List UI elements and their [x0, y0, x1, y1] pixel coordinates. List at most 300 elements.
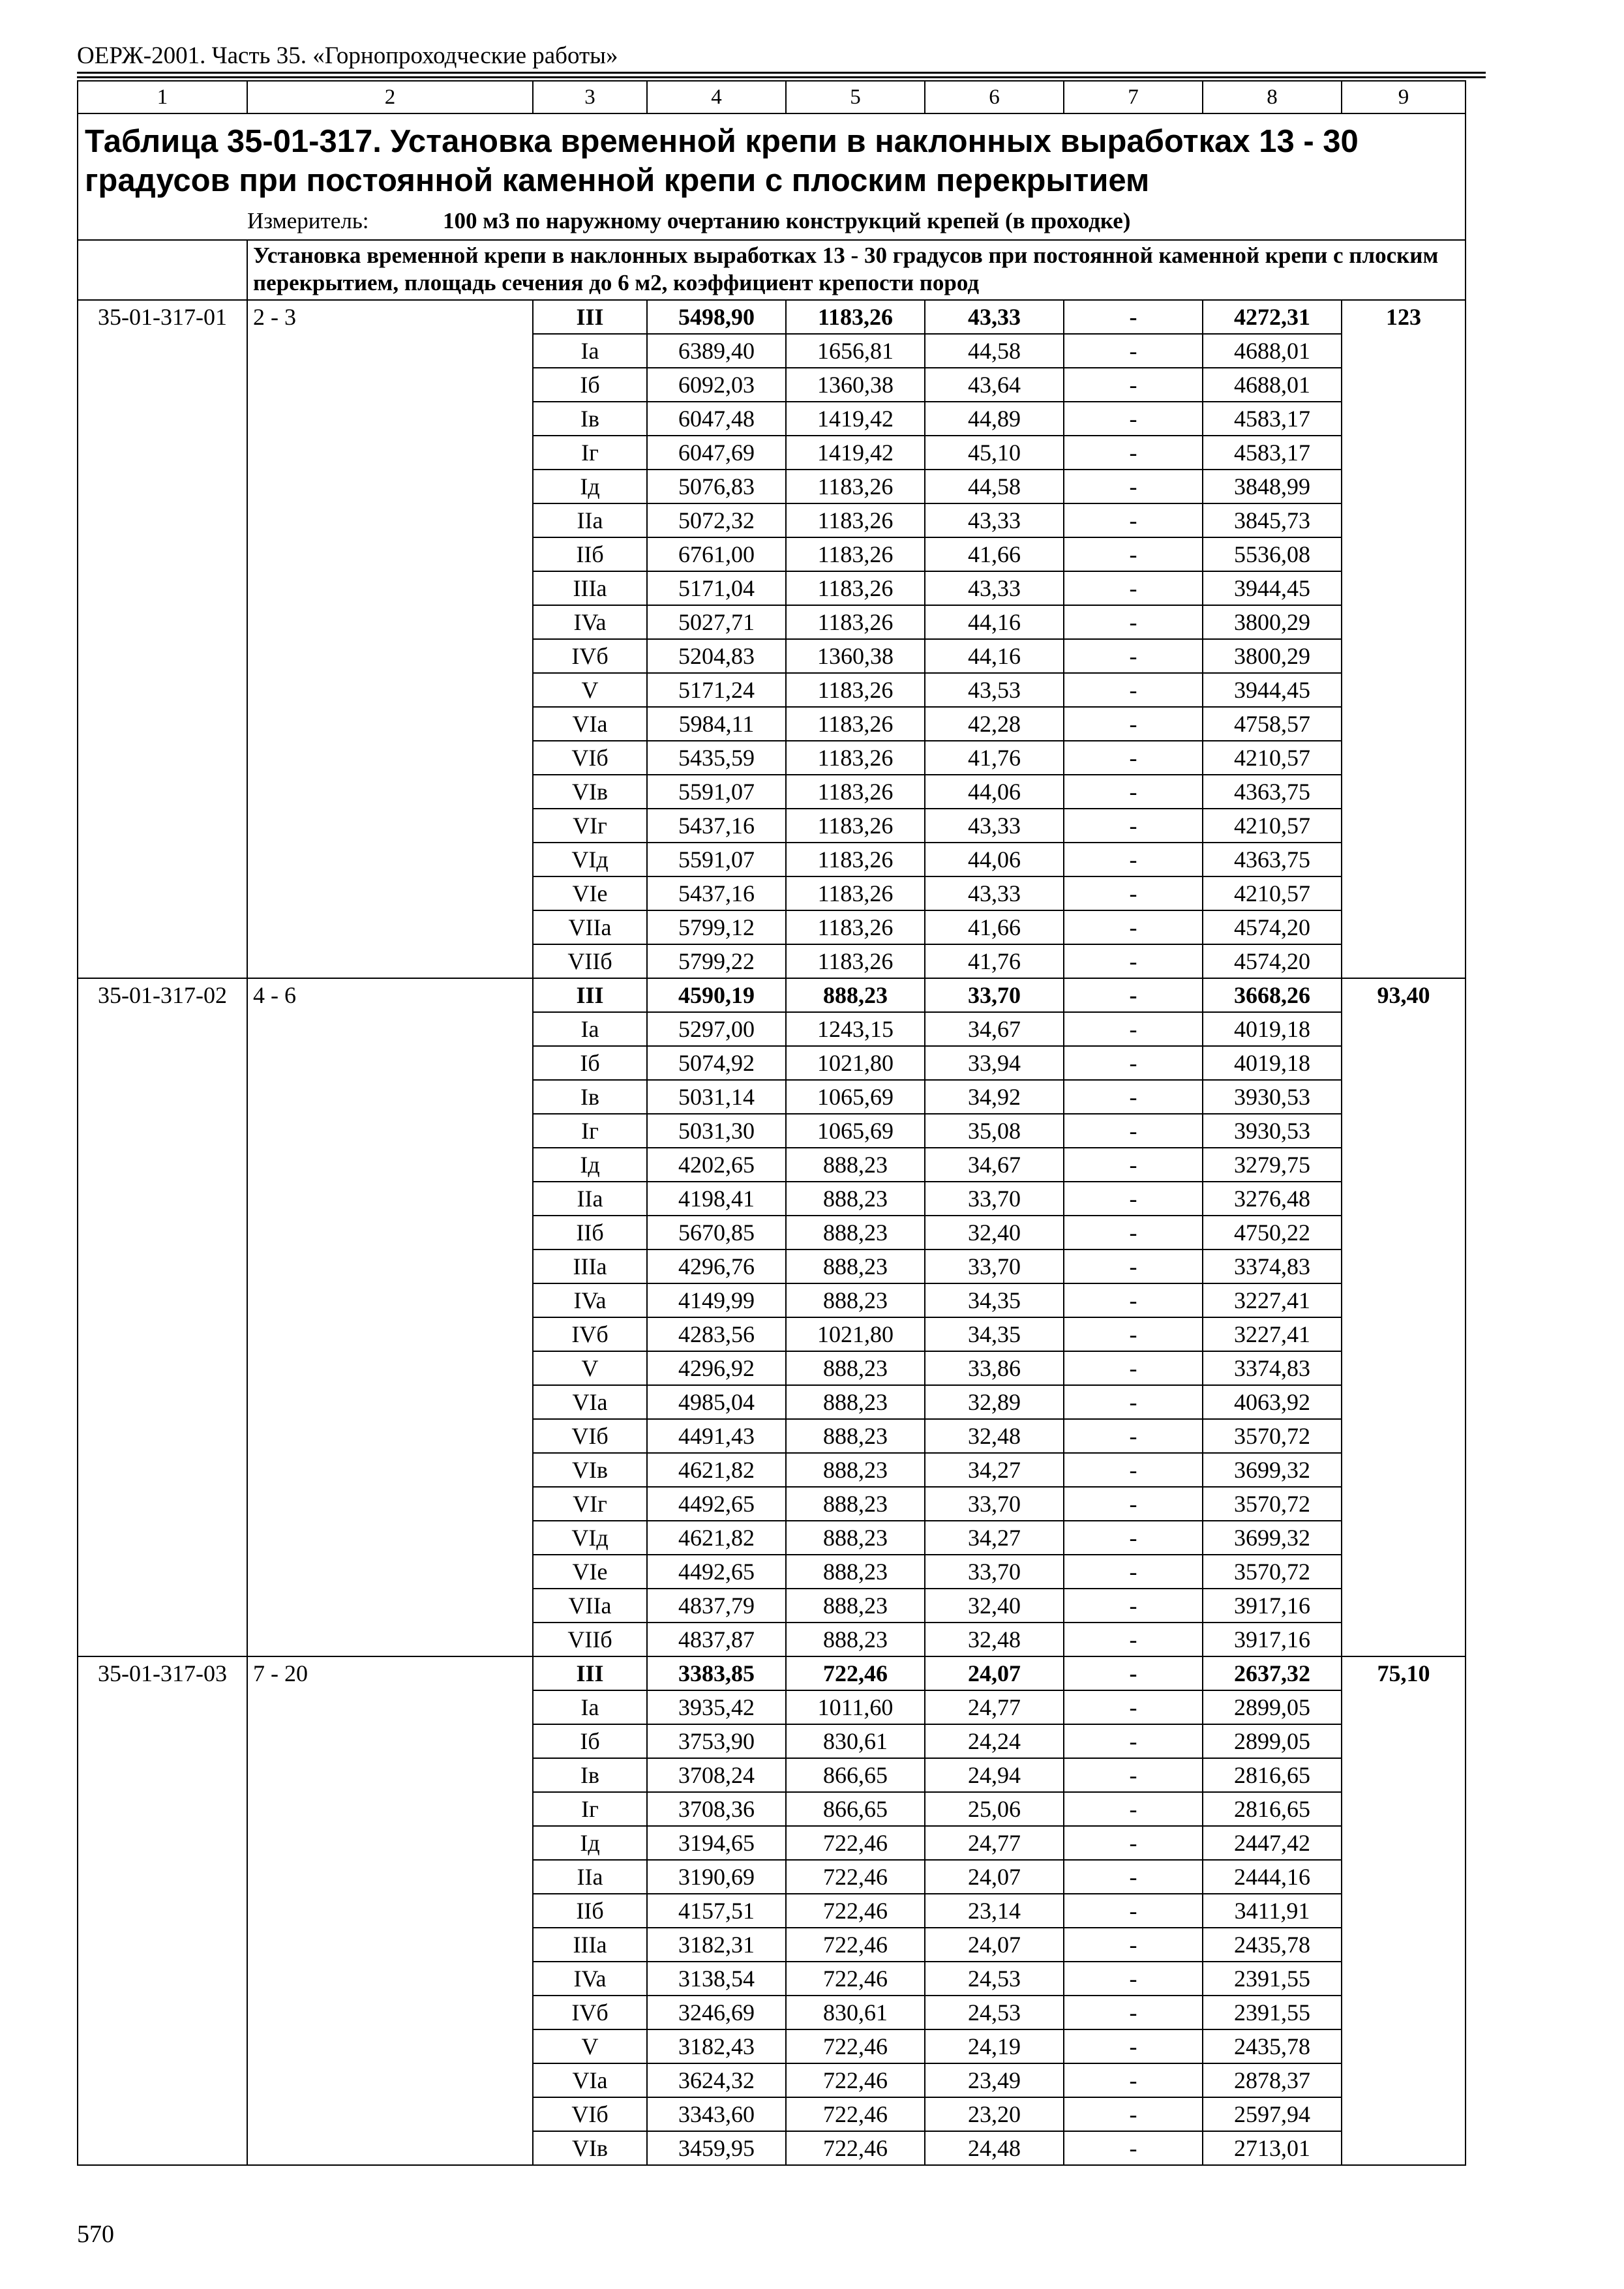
region-cell: Iб — [533, 368, 647, 402]
measure-cell — [247, 205, 1466, 240]
value-cell: 34,35 — [925, 1317, 1064, 1351]
value-cell: 3944,45 — [1203, 673, 1342, 707]
value-cell: 888,23 — [786, 978, 925, 1012]
value-cell: 6047,69 — [647, 436, 786, 470]
value-cell: 4210,57 — [1203, 741, 1342, 775]
value-cell: 1183,26 — [786, 673, 925, 707]
value-cell: 5435,59 — [647, 741, 786, 775]
value-cell: - — [1064, 1928, 1203, 1962]
value-cell: - — [1064, 1724, 1203, 1758]
region-cell: IIб — [533, 1216, 647, 1249]
value-cell: - — [1064, 944, 1203, 978]
value-cell: 888,23 — [786, 1453, 925, 1487]
region-cell: IVб — [533, 639, 647, 673]
value-cell: 42,28 — [925, 707, 1064, 741]
value-cell: 888,23 — [786, 1385, 925, 1419]
value-cell: 24,53 — [925, 1962, 1064, 1996]
region-cell: VIIa — [533, 1589, 647, 1623]
value-cell: 722,46 — [786, 1894, 925, 1928]
value-cell: 3343,60 — [647, 2097, 786, 2131]
region-cell: IVa — [533, 605, 647, 639]
value-cell: 3930,53 — [1203, 1080, 1342, 1114]
value-cell: 41,66 — [925, 537, 1064, 571]
value-cell: 44,89 — [925, 402, 1064, 436]
value-cell: - — [1064, 910, 1203, 944]
value-cell: - — [1064, 571, 1203, 605]
value-cell: 1360,38 — [786, 639, 925, 673]
value-cell: 888,23 — [786, 1351, 925, 1385]
measure-label: Измеритель: — [247, 208, 369, 233]
value-cell: 3374,83 — [1203, 1249, 1342, 1283]
value-cell: 3935,42 — [647, 1690, 786, 1724]
column-number: 5 — [786, 81, 925, 113]
value-cell: - — [1064, 1656, 1203, 1690]
value-cell: 33,94 — [925, 1046, 1064, 1080]
value-cell: 1183,26 — [786, 470, 925, 503]
value-cell: 3800,29 — [1203, 605, 1342, 639]
value-cell: 1065,69 — [786, 1080, 925, 1114]
value-cell: 43,33 — [925, 503, 1064, 537]
value-cell: 3227,41 — [1203, 1317, 1342, 1351]
region-cell: Iг — [533, 1114, 647, 1148]
value-cell: 1183,26 — [786, 843, 925, 876]
value-cell: 888,23 — [786, 1148, 925, 1182]
value-cell: 1183,26 — [786, 944, 925, 978]
value-cell: 3917,16 — [1203, 1589, 1342, 1623]
value-cell: 3383,85 — [647, 1656, 786, 1690]
value-cell: 5437,16 — [647, 809, 786, 843]
value-cell: - — [1064, 775, 1203, 809]
value-cell: 4210,57 — [1203, 876, 1342, 910]
norm-code: 35-01-317-03 — [78, 1656, 247, 2165]
value-cell: 4492,65 — [647, 1487, 786, 1521]
value-cell: 32,48 — [925, 1419, 1064, 1453]
value-cell: 722,46 — [786, 1962, 925, 1996]
value-cell: 3182,43 — [647, 2029, 786, 2063]
region-cell: VIб — [533, 741, 647, 775]
value-cell: - — [1064, 673, 1203, 707]
table-row — [78, 978, 1466, 1012]
value-cell: 1183,26 — [786, 537, 925, 571]
value-cell: 3279,75 — [1203, 1148, 1342, 1182]
value-cell: 1011,60 — [786, 1690, 925, 1724]
value-cell: - — [1064, 1283, 1203, 1317]
value-cell: 3194,65 — [647, 1826, 786, 1860]
value-cell: 866,65 — [786, 1758, 925, 1792]
value-cell: 5171,04 — [647, 571, 786, 605]
region-cell: VIIa — [533, 910, 647, 944]
description-row — [78, 240, 1466, 300]
value-cell: - — [1064, 1148, 1203, 1182]
value-cell: 5984,11 — [647, 707, 786, 741]
value-cell: - — [1064, 2131, 1203, 2165]
value-cell: - — [1064, 402, 1203, 436]
value-cell: 3276,48 — [1203, 1182, 1342, 1216]
value-cell: 3944,45 — [1203, 571, 1342, 605]
value-cell: 24,24 — [925, 1724, 1064, 1758]
value-cell: - — [1064, 1012, 1203, 1046]
value-cell: 4758,57 — [1203, 707, 1342, 741]
region-cell: VIг — [533, 809, 647, 843]
value-cell: 1656,81 — [786, 334, 925, 368]
value-cell: 1183,26 — [786, 876, 925, 910]
value-cell: - — [1064, 1860, 1203, 1894]
title-row — [78, 113, 1466, 205]
value-cell: 24,19 — [925, 2029, 1064, 2063]
value-cell: 4837,79 — [647, 1589, 786, 1623]
value-cell: 32,89 — [925, 1385, 1064, 1419]
value-cell: 830,61 — [786, 1996, 925, 2029]
value-cell: - — [1064, 2063, 1203, 2097]
value-cell: 1419,42 — [786, 402, 925, 436]
column-number: 8 — [1203, 81, 1342, 113]
value-cell: 888,23 — [786, 1521, 925, 1555]
value-cell: 23,49 — [925, 2063, 1064, 2097]
value-cell: 888,23 — [786, 1487, 925, 1521]
value-cell: 33,70 — [925, 1555, 1064, 1589]
value-cell: 6389,40 — [647, 334, 786, 368]
value-cell: 4198,41 — [647, 1182, 786, 1216]
value-cell: 35,08 — [925, 1114, 1064, 1148]
region-cell: Ia — [533, 334, 647, 368]
value-cell: 33,70 — [925, 1487, 1064, 1521]
value-cell: 3624,32 — [647, 2063, 786, 2097]
value-cell: 1183,26 — [786, 775, 925, 809]
value-cell: - — [1064, 809, 1203, 843]
region-cell: Iб — [533, 1046, 647, 1080]
value-cell: 4583,17 — [1203, 402, 1342, 436]
value-cell: 5591,07 — [647, 775, 786, 809]
value-cell: 33,70 — [925, 1182, 1064, 1216]
value-cell: 5031,30 — [647, 1114, 786, 1148]
value-cell: 5799,22 — [647, 944, 786, 978]
value-cell: 5536,08 — [1203, 537, 1342, 571]
region-cell: IIIa — [533, 1249, 647, 1283]
value-cell: 888,23 — [786, 1283, 925, 1317]
value-cell: 5204,83 — [647, 639, 786, 673]
value-cell: 4574,20 — [1203, 944, 1342, 978]
value-cell: - — [1064, 334, 1203, 368]
region-cell: Iд — [533, 1826, 647, 1860]
column-9-value: 75,10 — [1342, 1656, 1466, 2165]
hardness-range: 4 - 6 — [247, 978, 533, 1656]
value-cell: - — [1064, 1962, 1203, 1996]
norm-code: 35-01-317-01 — [78, 300, 247, 978]
value-cell: - — [1064, 1385, 1203, 1419]
value-cell: 23,20 — [925, 2097, 1064, 2131]
column-number-row — [78, 81, 1466, 113]
value-cell: 2816,65 — [1203, 1758, 1342, 1792]
value-cell: 5074,92 — [647, 1046, 786, 1080]
value-cell: 4157,51 — [647, 1894, 786, 1928]
region-cell: Iг — [533, 1792, 647, 1826]
value-cell: 4985,04 — [647, 1385, 786, 1419]
value-cell: 3845,73 — [1203, 503, 1342, 537]
region-cell: VIe — [533, 876, 647, 910]
value-cell: - — [1064, 1487, 1203, 1521]
value-cell: 4491,43 — [647, 1419, 786, 1453]
value-cell: 888,23 — [786, 1249, 925, 1283]
value-cell: - — [1064, 1690, 1203, 1724]
region-cell: VIд — [533, 1521, 647, 1555]
value-cell: 25,06 — [925, 1792, 1064, 1826]
value-cell: 3227,41 — [1203, 1283, 1342, 1317]
value-cell: - — [1064, 605, 1203, 639]
region-cell: IIIa — [533, 571, 647, 605]
value-cell: - — [1064, 1555, 1203, 1589]
value-cell: - — [1064, 2029, 1203, 2063]
value-cell: - — [1064, 1826, 1203, 1860]
region-cell: IIa — [533, 503, 647, 537]
value-cell: 722,46 — [786, 2063, 925, 2097]
value-cell: 722,46 — [786, 2029, 925, 2063]
region-cell: V — [533, 2029, 647, 2063]
region-cell: VIб — [533, 1419, 647, 1453]
value-cell: 4621,82 — [647, 1521, 786, 1555]
region-cell: VIд — [533, 843, 647, 876]
value-cell: 24,07 — [925, 1928, 1064, 1962]
value-cell: - — [1064, 876, 1203, 910]
header-rule — [77, 72, 1486, 74]
region-cell: IVa — [533, 1283, 647, 1317]
value-cell: 4149,99 — [647, 1283, 786, 1317]
value-cell: - — [1064, 470, 1203, 503]
value-cell: 722,46 — [786, 1928, 925, 1962]
value-cell: 32,40 — [925, 1589, 1064, 1623]
value-cell: 4202,65 — [647, 1148, 786, 1182]
value-cell: 830,61 — [786, 1724, 925, 1758]
value-cell: 43,33 — [925, 571, 1064, 605]
region-cell: VIa — [533, 2063, 647, 2097]
value-cell: 2435,78 — [1203, 2029, 1342, 2063]
page-header: ОЕРЖ-2001. Часть 35. «Горнопроходческие работы» — [77, 42, 618, 69]
value-cell: - — [1064, 1758, 1203, 1792]
work-description: Установка временной крепи в наклонных выработках 13 - 30 градусов при постоянной каменной крепи с плоским перекрытием, площадь сечения до 6 м2, коэффициент крепости пород — [247, 240, 1466, 300]
value-cell: 2391,55 — [1203, 1962, 1342, 1996]
value-cell: 1183,26 — [786, 503, 925, 537]
value-cell: 41,66 — [925, 910, 1064, 944]
value-cell: 45,10 — [925, 436, 1064, 470]
value-cell: 2713,01 — [1203, 2131, 1342, 2165]
value-cell: 44,06 — [925, 843, 1064, 876]
value-cell: 888,23 — [786, 1555, 925, 1589]
value-cell: 1183,26 — [786, 741, 925, 775]
value-cell: 722,46 — [786, 1826, 925, 1860]
value-cell: 3699,32 — [1203, 1521, 1342, 1555]
value-cell: 4363,75 — [1203, 843, 1342, 876]
region-cell: Ia — [533, 1012, 647, 1046]
value-cell: 866,65 — [786, 1792, 925, 1826]
value-cell: 24,07 — [925, 1656, 1064, 1690]
value-cell: 43,33 — [925, 300, 1064, 334]
value-cell: 6761,00 — [647, 537, 786, 571]
value-cell: 4750,22 — [1203, 1216, 1342, 1249]
value-cell: 4837,87 — [647, 1623, 786, 1656]
value-cell: 44,16 — [925, 639, 1064, 673]
value-cell: 2899,05 — [1203, 1690, 1342, 1724]
value-cell: 4019,18 — [1203, 1046, 1342, 1080]
value-cell: 3190,69 — [647, 1860, 786, 1894]
region-cell: IVб — [533, 1996, 647, 2029]
value-cell: 24,77 — [925, 1690, 1064, 1724]
value-cell: 24,48 — [925, 2131, 1064, 2165]
value-cell: 5031,14 — [647, 1080, 786, 1114]
value-cell: - — [1064, 1182, 1203, 1216]
value-cell: 41,76 — [925, 741, 1064, 775]
value-cell: 3570,72 — [1203, 1419, 1342, 1453]
value-cell: 3753,90 — [647, 1724, 786, 1758]
column-number: 1 — [78, 81, 247, 113]
value-cell: 3138,54 — [647, 1962, 786, 1996]
value-cell: - — [1064, 1351, 1203, 1385]
value-cell: - — [1064, 436, 1203, 470]
value-cell: 44,58 — [925, 334, 1064, 368]
column-number: 6 — [925, 81, 1064, 113]
value-cell: 3800,29 — [1203, 639, 1342, 673]
region-cell: IIa — [533, 1860, 647, 1894]
value-cell: 1021,80 — [786, 1046, 925, 1080]
value-cell: 43,33 — [925, 809, 1064, 843]
value-cell: - — [1064, 978, 1203, 1012]
region-cell: IIIa — [533, 1928, 647, 1962]
value-cell: 4296,92 — [647, 1351, 786, 1385]
value-cell: 722,46 — [786, 2131, 925, 2165]
value-cell: 4019,18 — [1203, 1012, 1342, 1046]
column-9-value: 123 — [1342, 300, 1466, 978]
value-cell: 32,40 — [925, 1216, 1064, 1249]
region-cell: Iд — [533, 1148, 647, 1182]
value-cell: 3246,69 — [647, 1996, 786, 2029]
value-cell: 888,23 — [786, 1419, 925, 1453]
value-cell: 1183,26 — [786, 605, 925, 639]
value-cell: 4590,19 — [647, 978, 786, 1012]
value-cell: - — [1064, 1453, 1203, 1487]
value-cell: 4583,17 — [1203, 436, 1342, 470]
value-cell: - — [1064, 1046, 1203, 1080]
value-cell: - — [1064, 1792, 1203, 1826]
value-cell: 34,67 — [925, 1148, 1064, 1182]
column-number: 2 — [247, 81, 533, 113]
region-cell: Iд — [533, 470, 647, 503]
table-title: Таблица 35-01-317. Установка временной крепи в наклонных выработках 13 - 30 градусов при постоянной каменной крепи с плоским перекрытием — [78, 113, 1466, 205]
value-cell: 3411,91 — [1203, 1894, 1342, 1928]
value-cell: 33,70 — [925, 1249, 1064, 1283]
measure-row — [78, 205, 1466, 240]
region-cell: Iв — [533, 1080, 647, 1114]
value-cell: 44,06 — [925, 775, 1064, 809]
value-cell: 3848,99 — [1203, 470, 1342, 503]
value-cell: 3917,16 — [1203, 1623, 1342, 1656]
value-cell: 5670,85 — [647, 1216, 786, 1249]
region-cell: VIa — [533, 1385, 647, 1419]
value-cell: 4210,57 — [1203, 809, 1342, 843]
region-cell: VIe — [533, 1555, 647, 1589]
value-cell: - — [1064, 503, 1203, 537]
value-cell: 3570,72 — [1203, 1487, 1342, 1521]
column-9-value: 93,40 — [1342, 978, 1466, 1656]
region-cell: III — [533, 978, 647, 1012]
value-cell: 43,53 — [925, 673, 1064, 707]
value-cell: - — [1064, 1589, 1203, 1623]
value-cell: 5171,24 — [647, 673, 786, 707]
region-cell: VIв — [533, 1453, 647, 1487]
value-cell: 2816,65 — [1203, 1792, 1342, 1826]
value-cell: - — [1064, 707, 1203, 741]
value-cell: 6092,03 — [647, 368, 786, 402]
header-rule — [77, 76, 1486, 78]
value-cell: 5297,00 — [647, 1012, 786, 1046]
value-cell: - — [1064, 1080, 1203, 1114]
value-cell: 4363,75 — [1203, 775, 1342, 809]
value-cell: 5591,07 — [647, 843, 786, 876]
value-cell: 888,23 — [786, 1182, 925, 1216]
value-cell: 24,07 — [925, 1860, 1064, 1894]
region-cell: Iв — [533, 1758, 647, 1792]
value-cell: 5799,12 — [647, 910, 786, 944]
value-cell: 32,48 — [925, 1623, 1064, 1656]
value-cell: 3374,83 — [1203, 1351, 1342, 1385]
value-cell: - — [1064, 1996, 1203, 2029]
column-number: 9 — [1342, 81, 1466, 113]
value-cell: 4272,31 — [1203, 300, 1342, 334]
table-row — [78, 300, 1466, 334]
value-cell: 5437,16 — [647, 876, 786, 910]
value-cell: 4688,01 — [1203, 334, 1342, 368]
norm-code: 35-01-317-02 — [78, 978, 247, 1656]
value-cell: 1360,38 — [786, 368, 925, 402]
value-cell: 33,86 — [925, 1351, 1064, 1385]
value-cell: 3570,72 — [1203, 1555, 1342, 1589]
value-cell: 1183,26 — [786, 571, 925, 605]
value-cell: 722,46 — [786, 1656, 925, 1690]
region-cell: VIa — [533, 707, 647, 741]
value-cell: - — [1064, 1419, 1203, 1453]
value-cell: 2637,32 — [1203, 1656, 1342, 1690]
region-cell: IIб — [533, 1894, 647, 1928]
value-cell: 1065,69 — [786, 1114, 925, 1148]
value-cell: 5027,71 — [647, 605, 786, 639]
value-cell: - — [1064, 300, 1203, 334]
value-cell: 41,76 — [925, 944, 1064, 978]
value-cell: 4063,92 — [1203, 1385, 1342, 1419]
value-cell: 23,14 — [925, 1894, 1064, 1928]
value-cell: 1243,15 — [786, 1012, 925, 1046]
value-cell: 1419,42 — [786, 436, 925, 470]
region-cell: Iв — [533, 402, 647, 436]
value-cell: 34,67 — [925, 1012, 1064, 1046]
region-cell: VIб — [533, 2097, 647, 2131]
column-number: 4 — [647, 81, 786, 113]
value-cell: 722,46 — [786, 2097, 925, 2131]
region-cell: V — [533, 1351, 647, 1385]
value-cell: 5072,32 — [647, 503, 786, 537]
value-cell: 44,58 — [925, 470, 1064, 503]
value-cell: - — [1064, 1249, 1203, 1283]
value-cell: 888,23 — [786, 1589, 925, 1623]
region-cell: IVб — [533, 1317, 647, 1351]
norms-table — [77, 80, 1466, 2166]
region-cell: IIa — [533, 1182, 647, 1216]
value-cell: - — [1064, 1114, 1203, 1148]
value-cell: 43,33 — [925, 876, 1064, 910]
value-cell: 1021,80 — [786, 1317, 925, 1351]
value-cell: 34,27 — [925, 1453, 1064, 1487]
value-cell: 3668,26 — [1203, 978, 1342, 1012]
region-cell: Iг — [533, 436, 647, 470]
table-row — [78, 1656, 1466, 1690]
column-number: 3 — [533, 81, 647, 113]
value-cell: 4574,20 — [1203, 910, 1342, 944]
